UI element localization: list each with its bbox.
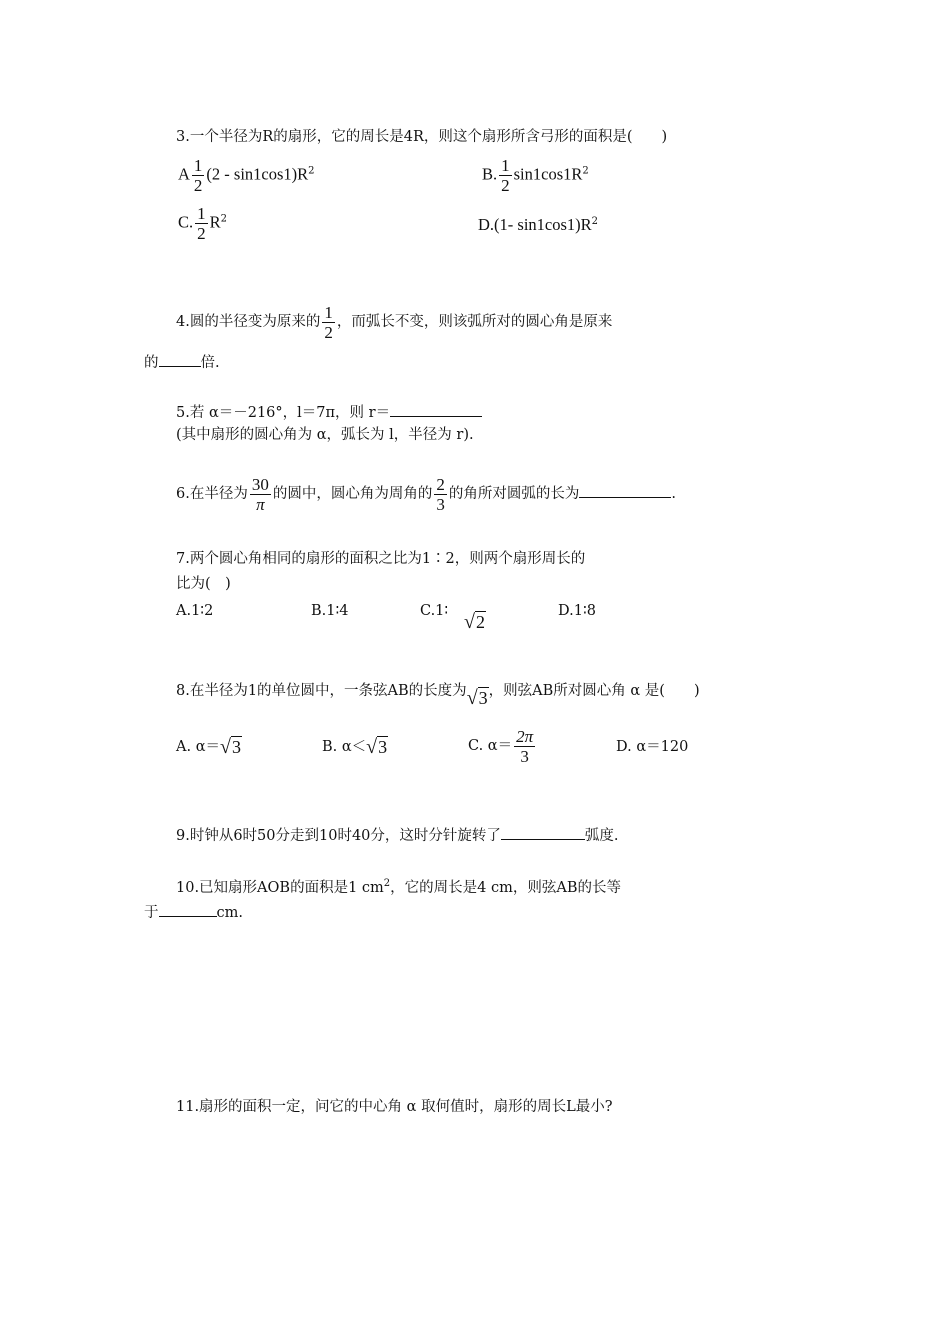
q3-stem: 3.一个半径为R的扇形，它的周长是4R，则这个扇形所含弓形的面积是( ) [176,129,668,145]
fraction: $\frac{1}{2}$ [193,156,203,195]
answer-blank[interactable] [159,351,201,367]
answer-blank[interactable] [159,901,217,917]
q4-line2: 的 倍. [144,351,220,373]
q7-line2: 比为( ) [176,576,231,592]
answer-blank[interactable] [501,824,585,840]
sqrt: √3 [466,687,488,709]
q4-line1: 4.圆的半径变为原来的 $\frac{1}{2}$ ，而弧长不变，则该弧所对的圆心角是原来 [176,302,613,342]
fraction: $\frac{30}{\pi}$ [251,474,269,514]
q8-option-b: B. α＜√3 [322,736,388,758]
sqrt: √3 [219,736,241,758]
q10-line1: 10.已知扇形AOB的面积是1 $cm^2$，它的周长是4 cm，则弦AB的长等 [176,878,621,896]
q7-line1: 7.两个圆心角相同的扇形的面积之比为1∶2，则两个扇形周长的 [176,551,586,567]
q5-line1: 5.若 α＝－216°，l＝7π，则 r＝ [176,401,482,423]
q3-option-a: A $\frac{1}{2}$ $(2 - \sin 1\cos 1)R^2$ [178,156,315,195]
q8-option-d: D. α＝120 [616,739,689,755]
q3-option-d: D.(1- $\sin 1\cos 1)R^2$ [478,214,599,234]
q6-line: 6.在半径为 $\frac{30}{\pi}$ 的圆中，圆心角为周角的 $\frac{2}{3}$ 的角所对圆弧的长为 . [176,474,676,514]
q3-option-c: C. $\frac{1}{2}$ $R^2$ [178,204,228,243]
fraction: $\frac{2\pi}{3}$ [516,726,534,766]
sqrt: √3 [366,736,388,758]
q7-option-d: D.1∶8 [558,603,596,619]
sqrt: √2 [464,611,485,633]
fraction: $\frac{1}{2}$ [324,302,333,342]
answer-blank[interactable] [579,482,671,498]
answer-blank[interactable] [390,401,482,417]
q3-option-b: B. $\frac{1}{2}$ $\sin 1\cos 1R^2$ [482,156,589,195]
q11-line: 11.扇形的面积一定，问它的中心角 α 取何值时，扇形的周长L最小? [176,1099,613,1115]
q8-stem: 8.在半径为1的单位圆中，一条弦AB的长度为√3，则弦AB所对圆心角 α 是( ) [176,676,700,706]
fraction: $\frac{2}{3}$ [436,474,445,514]
q7-option-c: C.1∶ [420,603,449,619]
q10-line2: 于 cm. [144,901,243,923]
q7-option-c-sqrt [464,612,486,632]
q8-option-a: A. α＝√3 [176,736,241,758]
q5-line2: (其中扇形的圆心角为 α，弧长为 l，半径为 r). [176,427,474,443]
fraction: $\frac{1}{2}$ [197,204,206,243]
q9-line: 9.时钟从6时50分走到10时40分，这时分针旋转了 弧度. [176,824,619,846]
q7-option-b: B.1∶4 [311,603,349,619]
fraction: $\frac{1}{2}$ [501,156,510,195]
q8-option-c: C. α＝ $\frac{2\pi}{3}$ [468,726,534,766]
q7-option-a: A.1∶2 [176,603,214,619]
